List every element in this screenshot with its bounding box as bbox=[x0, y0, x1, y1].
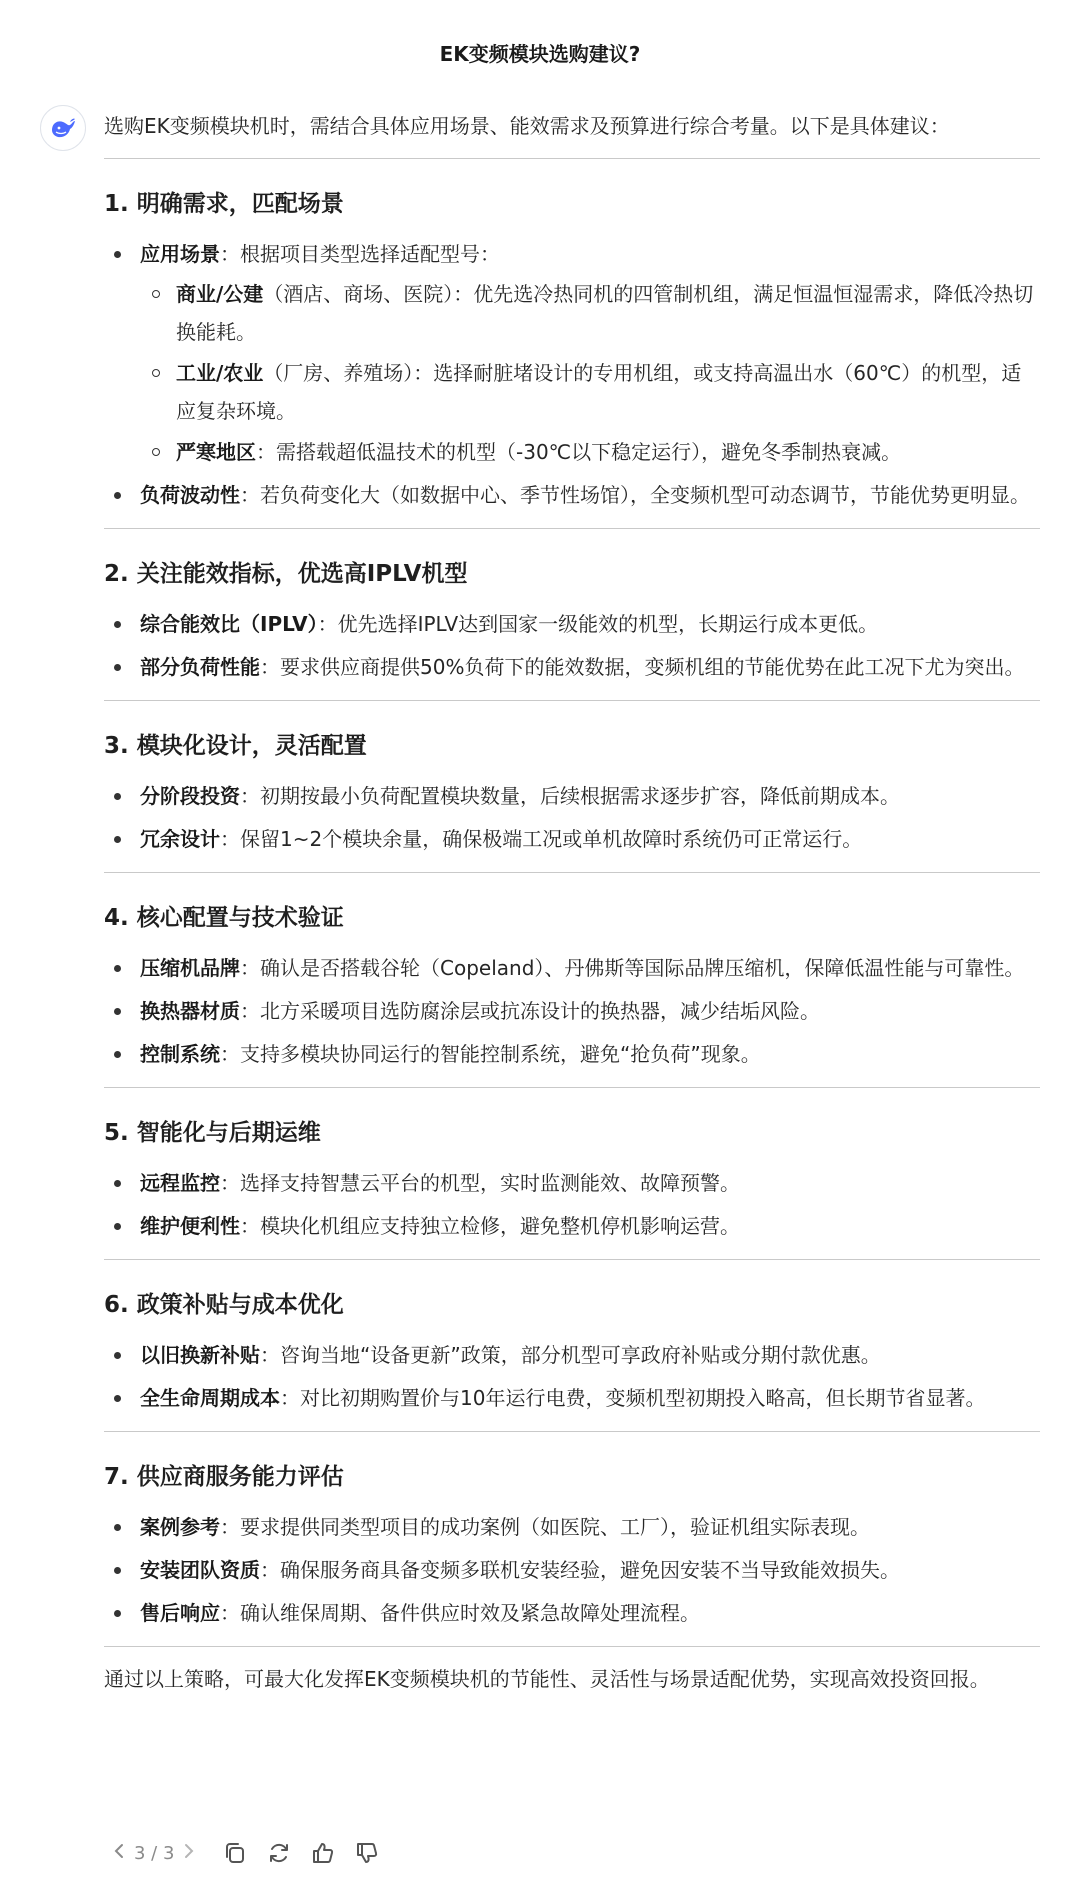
sub-item-text: （酒店、商场、医院）：优先选冷热同机的四管制机组，满足恒温恒湿需求，降低冷热切换能耗。 bbox=[176, 282, 1034, 344]
divider bbox=[104, 528, 1040, 529]
list-item bbox=[104, 1035, 1040, 1073]
bullet-list bbox=[104, 1508, 1040, 1632]
sub-item-text: （厂房、养殖场）：选择耐脏堵设计的专用机组，或支持高温出水（60℃）的机型，适应复杂环境。 bbox=[176, 361, 1022, 423]
list-item bbox=[104, 1379, 1040, 1417]
item-label: 安装团队资质 bbox=[140, 1558, 260, 1582]
item-label: 冗余设计 bbox=[140, 827, 220, 851]
sub-list-item bbox=[140, 354, 1040, 430]
divider bbox=[104, 1087, 1040, 1088]
item-text: ：确认是否搭载谷轮（Copeland）、丹佛斯等国际品牌压缩机，保障低温性能与可靠性。 bbox=[240, 956, 1025, 980]
sub-item-label: 严寒地区 bbox=[176, 440, 256, 464]
list-item bbox=[104, 1551, 1040, 1589]
list-item bbox=[104, 476, 1040, 514]
item-text: ：确认维保周期、备件供应时效及紧急故障处理流程。 bbox=[220, 1601, 700, 1625]
section-title: 4. 核心配置与技术验证 bbox=[104, 905, 344, 931]
refresh-icon bbox=[266, 1840, 292, 1866]
section-3 bbox=[104, 700, 1040, 858]
bullet-list bbox=[104, 777, 1040, 858]
whale-logo-icon bbox=[48, 113, 78, 143]
item-text: ：若负荷变化大（如数据中心、季节性场馆），全变频机型可动态调节，节能优势更明显。 bbox=[240, 483, 1030, 507]
item-text: ：支持多模块协同运行的智能控制系统，避免“抢负荷”现象。 bbox=[220, 1042, 761, 1066]
section-6 bbox=[104, 1259, 1040, 1417]
thumbs-down-icon bbox=[354, 1840, 380, 1866]
item-label: 全生命周期成本 bbox=[140, 1386, 280, 1410]
question-title: EK变频模块选购建议? bbox=[439, 42, 641, 66]
item-text: ：对比初期购置价与10年运行电费，变频机型初期投入略高，但长期节省显著。 bbox=[280, 1386, 986, 1410]
sub-item-label: 商业/公建 bbox=[176, 282, 264, 306]
list-item bbox=[104, 949, 1040, 987]
divider bbox=[104, 700, 1040, 701]
item-text: ：北方采暖项目选防腐涂层或抗冻设计的换热器，减少结垢风险。 bbox=[240, 999, 820, 1023]
bullet-list bbox=[104, 235, 1040, 514]
divider bbox=[104, 1259, 1040, 1260]
sub-list-item bbox=[140, 433, 1040, 471]
answer-outro: 通过以上策略，可最大化发挥EK变频模块机的节能性、灵活性与场景适配优势，实现高效投资回报。 bbox=[104, 1667, 990, 1691]
item-label: 远程监控 bbox=[140, 1171, 220, 1195]
list-item bbox=[104, 648, 1040, 686]
chevron-right-icon[interactable] bbox=[182, 1842, 196, 1865]
list-item bbox=[104, 820, 1040, 858]
regenerate-button[interactable] bbox=[264, 1838, 294, 1868]
section-title: 1. 明确需求，匹配场景 bbox=[104, 191, 344, 217]
section-title: 7. 供应商服务能力评估 bbox=[104, 1464, 344, 1490]
section-2 bbox=[104, 528, 1040, 686]
item-label: 压缩机品牌 bbox=[140, 956, 240, 980]
section-title: 5. 智能化与后期运维 bbox=[104, 1120, 321, 1146]
chevron-left-icon[interactable] bbox=[112, 1842, 126, 1865]
list-item bbox=[104, 1164, 1040, 1202]
sub-item-text: ：需搭载超低温技术的机型（-30℃以下稳定运行），避免冬季制热衰减。 bbox=[256, 440, 902, 464]
thumbs-up-icon bbox=[310, 1840, 336, 1866]
section-title: 6. 政策补贴与成本优化 bbox=[104, 1292, 344, 1318]
list-item bbox=[104, 1207, 1040, 1245]
section-title: 3. 模块化设计，灵活配置 bbox=[104, 733, 367, 759]
item-label: 案例参考 bbox=[140, 1515, 220, 1539]
list-item bbox=[104, 1594, 1040, 1632]
item-label: 部分负荷性能 bbox=[140, 655, 260, 679]
section-title: 2. 关注能效指标，优选高IPLV机型 bbox=[104, 561, 468, 587]
section-5 bbox=[104, 1087, 1040, 1245]
item-text: ：选择支持智慧云平台的机型，实时监测能效、故障预警。 bbox=[220, 1171, 740, 1195]
item-label: 售后响应 bbox=[140, 1601, 220, 1625]
list-item bbox=[104, 992, 1040, 1030]
divider bbox=[104, 1646, 1040, 1647]
copy-button[interactable] bbox=[220, 1838, 250, 1868]
item-label: 换热器材质 bbox=[140, 999, 240, 1023]
assistant-answer bbox=[104, 108, 1040, 1697]
item-text: ：要求供应商提供50%负荷下的能效数据，变频机组的节能优势在此工况下尤为突出。 bbox=[260, 655, 1025, 679]
copy-icon bbox=[222, 1840, 248, 1866]
section-1 bbox=[104, 158, 1040, 514]
item-label: 维护便利性 bbox=[140, 1214, 240, 1238]
item-label: 综合能效比（IPLV） bbox=[140, 612, 318, 636]
bullet-list bbox=[104, 1164, 1040, 1245]
sub-bullet-list bbox=[140, 275, 1040, 471]
item-text: ：保留1~2个模块余量，确保极端工况或单机故障时系统仍可正常运行。 bbox=[220, 827, 863, 851]
sub-item-label: 工业/农业 bbox=[176, 361, 264, 385]
response-pager bbox=[112, 1842, 196, 1865]
item-text: ：要求提供同类型项目的成功案例（如医院、工厂），验证机组实际表现。 bbox=[220, 1515, 870, 1539]
list-item bbox=[104, 605, 1040, 643]
item-label: 以旧换新补贴 bbox=[140, 1343, 260, 1367]
item-text: ：初期按最小负荷配置模块数量，后续根据需求逐步扩容，降低前期成本。 bbox=[240, 784, 900, 808]
list-item bbox=[104, 777, 1040, 815]
item-text: ：优先选择IPLV达到国家一级能效的机型，长期运行成本更低。 bbox=[317, 612, 879, 636]
list-item bbox=[104, 1508, 1040, 1546]
assistant-avatar bbox=[40, 105, 86, 151]
item-text: ：模块化机组应支持独立检修，避免整机停机影响运营。 bbox=[240, 1214, 740, 1238]
bullet-list bbox=[104, 605, 1040, 686]
dislike-button[interactable] bbox=[352, 1838, 382, 1868]
item-label: 控制系统 bbox=[140, 1042, 220, 1066]
like-button[interactable] bbox=[308, 1838, 338, 1868]
answer-sections bbox=[104, 158, 1040, 1632]
section-4 bbox=[104, 872, 1040, 1073]
pager-text: 3 / 3 bbox=[134, 1842, 175, 1864]
list-item bbox=[104, 235, 1040, 471]
item-label: 分阶段投资 bbox=[140, 784, 240, 808]
item-text: ：根据项目类型选择适配型号： bbox=[220, 242, 500, 266]
divider bbox=[104, 1431, 1040, 1432]
item-text: ：咨询当地“设备更新”政策，部分机型可享政府补贴或分期付款优惠。 bbox=[260, 1343, 881, 1367]
bullet-list bbox=[104, 1336, 1040, 1417]
answer-intro: 选购EK变频模块机时，需结合具体应用场景、能效需求及预算进行综合考量。以下是具体建议： bbox=[104, 114, 950, 138]
bullet-list bbox=[104, 949, 1040, 1073]
divider bbox=[104, 158, 1040, 159]
sub-list-item bbox=[140, 275, 1040, 351]
list-item bbox=[104, 1336, 1040, 1374]
section-7 bbox=[104, 1431, 1040, 1632]
item-text: ：确保服务商具备变频多联机安装经验，避免因安装不当导致能效损失。 bbox=[260, 1558, 900, 1582]
message-actions bbox=[112, 1838, 382, 1868]
divider bbox=[104, 872, 1040, 873]
item-label: 应用场景 bbox=[140, 242, 220, 266]
item-label: 负荷波动性 bbox=[140, 483, 240, 507]
